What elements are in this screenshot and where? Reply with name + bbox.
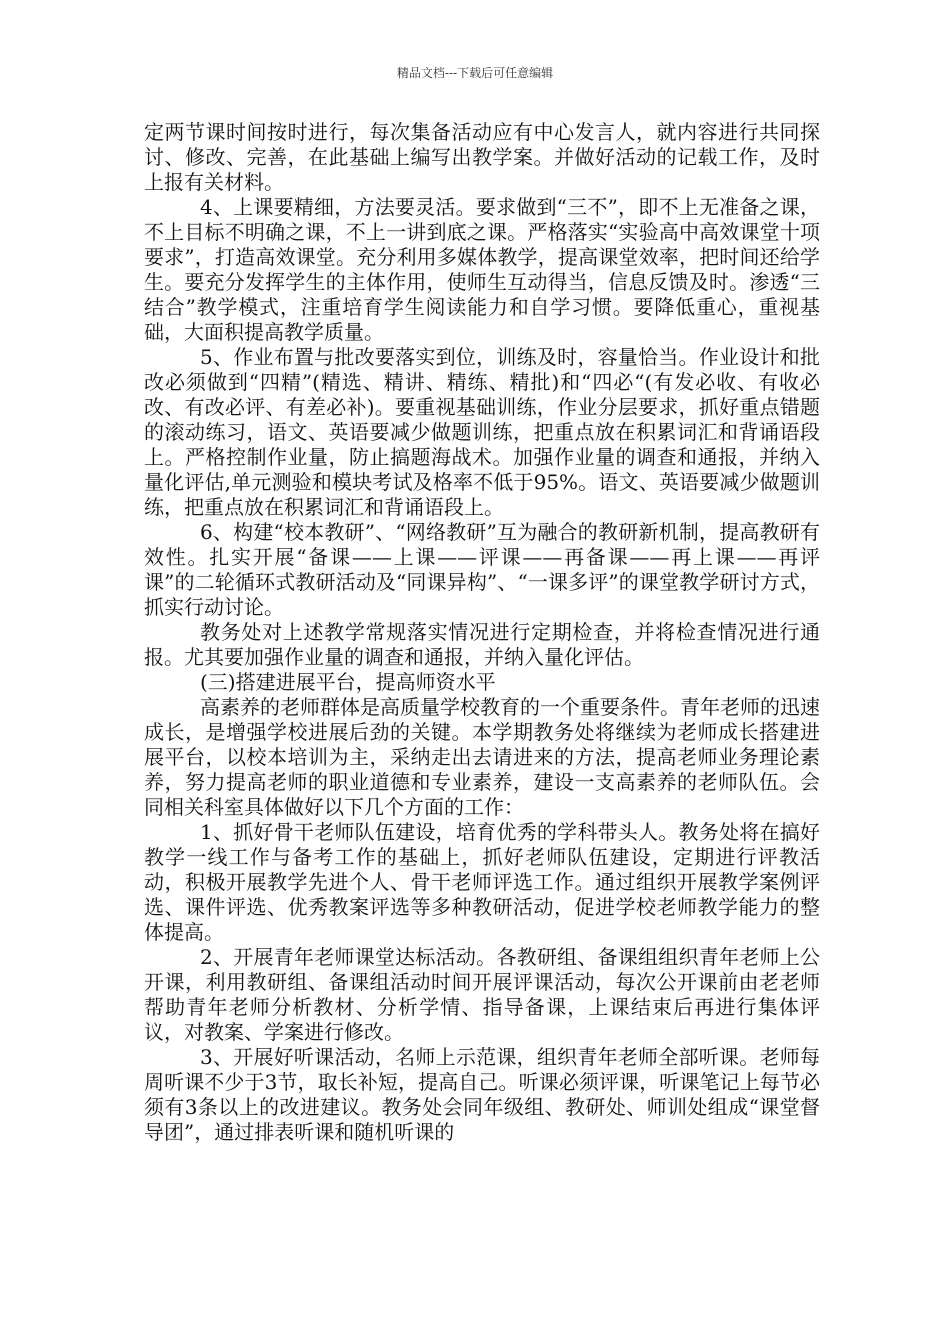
paragraph-teacher-team: 高素养的老师群体是高质量学校教育的一个重要条件。青年老师的迅速成长，是增强学校进展后劲的关键。本学期教务处将继续为老师成长搭建进展平台，以校本培训为主，采纳走出去请进来的方法，提高老师业务理论素养，努力提高老师的职业道德和专业素养，建设一支高素养的老师队伍。会同相关科室具体做好以下几个方面的工作：	[144, 695, 820, 819]
document-body	[144, 120, 820, 1145]
paragraph-inspection: 教务处对上述教学常规落实情况进行定期检查，并将检查情况进行通报。尤其要加强作业量的调查和通报，并纳入量化评估。	[144, 620, 820, 669]
paragraph-item-2-young-teachers: 2、开展青年老师课堂达标活动。各教研组、备课组组织青年老师上公开课，利用教研组、备课组活动时间开展评课活动，每次公开课前由老老师帮助青年老师分析教材、分析学情、指导备课，上课结束后再进行集体评议，对教案、学案进行修改。	[144, 945, 820, 1044]
paragraph-item-6-teaching-research: 6、构建“校本教研”、“网络教研”互为融合的教研新机制，提高教研有效性。扎实开展“备课——上课——评课——再备课——再上课——再评课”的二轮循环式教研活动及“同课异构”、“一课多评”的课堂教学研讨方式，抓实行动讨论。	[144, 520, 820, 619]
paragraph-item-5-homework: 5、作业布置与批改要落实到位，训练及时，容量恰当。作业设计和批改必须做到“四精”(精选、精讲、精练、精批)和“四必“(有发必收、有收必改、有改必评、有差必补)。要重视基础训练，作业分层要求，抓好重点错题的滚动练习，语文、英语要减少做题训练，把重点放在积累词汇和背诵语段上。严格控制作业量，防止搞题海战术。加强作业量的调查和通报，并纳入量化评估,单元测验和模块考试及格率不低于95%。语文、英语要减少做题训练，把重点放在积累词汇和背诵语段上。	[144, 345, 820, 519]
paragraph-item-3-lesson-observation: 3、开展好听课活动，名师上示范课，组织青年老师全部听课。老师每周听课不少于3节，取长补短，提高自己。听课必须评课，听课笔记上每节必须有3条以上的改进建议。教务处会同年级组、教研处、师训处组成“课堂督导团”，通过排表听课和随机听课的	[144, 1045, 820, 1144]
paragraph-continuation: 定两节课时间按时进行，每次集备活动应有中心发言人，就内容进行共同探讨、修改、完善，在此基础上编写出教学案。并做好活动的记载工作，及时上报有关材料。	[144, 120, 820, 194]
paragraph-item-4-class-teaching: 4、上课要精细，方法要灵活。要求做到“三不”，即不上无准备之课，不上目标不明确之课，不上一讲到底之课。严格落实“实验高中高效课堂十项要求”，打造高效课堂。充分利用多媒体教学，提高课堂效率，把时间还给学生。要充分发挥学生的主体作用，使师生互动得当，信息反馈及时。渗透“三结合”教学模式，注重培育学生阅读能力和自学习惯。要降低重心，重视基础，大面积提高教学质量。	[144, 195, 820, 344]
section-heading-3: (三)搭建进展平台，提高师资水平	[200, 670, 496, 694]
page-header: 精品文档---下载后可任意编辑	[396, 66, 554, 80]
paragraph-item-1-backbone-teachers: 1、抓好骨干老师队伍建设，培育优秀的学科带头人。教务处将在搞好教学一线工作与备考工作的基础上，抓好老师队伍建设，定期进行评教活动，积极开展教学先进个人、骨干老师评选工作。通过组织开展教学案例评选、课件评选、优秀教案评选等多种教研活动，促进学校老师教学能力的整体提高。	[144, 820, 820, 944]
